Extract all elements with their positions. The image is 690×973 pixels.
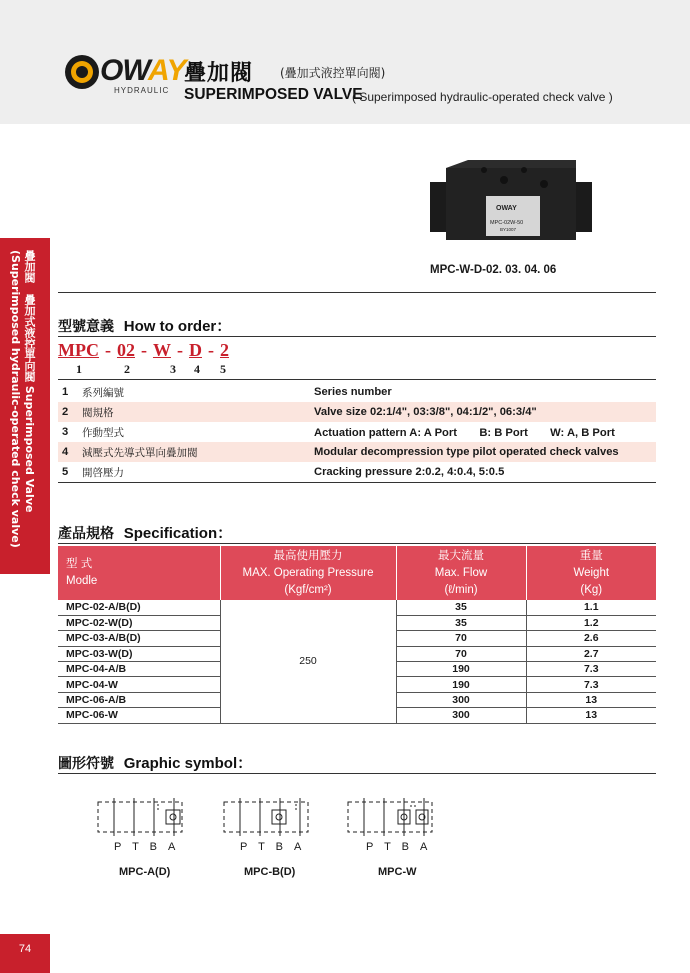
code-number: 2 (124, 362, 130, 376)
order-row: 2 閥規格 Valve size 02:1/4", 03:3/8", 04:1/2", 06:3/4" (58, 402, 656, 422)
specification-title: 產品規格 Specification： (58, 525, 233, 542)
code-seg-pattern: W (152, 340, 171, 360)
table-row: MPC-04-A/B 190 7.3 (58, 662, 656, 677)
side-tab-text: 疊加閥 疊加式液控單向閥 Superimposed Valve (Superimposed hydraulic-operated check valve) (9, 250, 36, 548)
port-letters: P T B A (240, 841, 302, 853)
spec-header-row (58, 546, 656, 600)
code-number: 4 (194, 362, 200, 376)
code-number: 3 (170, 362, 176, 376)
symbol-label: MPC-A(D) (119, 866, 171, 878)
code-seg-type: D (188, 340, 202, 360)
divider (58, 292, 656, 293)
symbol-label: MPC-W (378, 866, 417, 878)
col-header-pressure: 最高使用壓力 MAX. Operating Pressure (Kgf/cm²) (220, 546, 396, 600)
order-table (58, 382, 656, 482)
divider (58, 543, 656, 544)
port-letters: P T B A (366, 841, 428, 853)
product-label-line2: BY1007 (500, 227, 517, 232)
product-label-line1: MPC-02W-50 (490, 220, 524, 226)
logo-subtitle: HYDRAULIC (114, 86, 170, 95)
model-code: MPC - 02 - W - D - 2 (58, 340, 229, 360)
code-number: 5 (220, 362, 226, 376)
order-row: 3 作動型式 Actuation pattern A: A Port B: B Port W: A, B Port (62, 426, 615, 439)
side-tab (0, 238, 50, 574)
table-row: MPC-06-A/B 300 13 (58, 692, 656, 707)
code-number: 1 (76, 362, 82, 376)
spec-table (58, 546, 656, 724)
symbol-mpc-b-diagram (222, 798, 312, 836)
col-header-weight: 重量 Weight (Kg) (526, 546, 656, 600)
order-row: 4 減壓式先導式單向疊加閥 Modular decompression type pilot operated check valves (58, 442, 656, 462)
table-row: MPC-04-W 190 7.3 (58, 677, 656, 692)
page-number: 74 (0, 934, 50, 973)
table-row: MPC-02-A/B(D) 250 35 1.1 (58, 600, 656, 615)
order-row: 5 開啓壓力 Cracking pressure 2:0.2, 4:0.4, 5:0.5 (62, 466, 505, 479)
page-subtitle-en: ( Superimposed hydraulic-operated check valve ) (352, 90, 613, 104)
divider (58, 482, 656, 483)
table-row: MPC-03-W(D) 70 2.7 (58, 646, 656, 661)
divider (58, 773, 656, 774)
header-band (0, 0, 690, 124)
graphic-symbol-title: 圖形符號 Graphic symbol： (58, 755, 253, 772)
symbol-mpc-w-diagram (346, 798, 436, 836)
table-row: MPC-06-W 300 13 (58, 708, 656, 723)
logo-wordmark: OWAY (100, 54, 186, 87)
how-to-order-title: 型號意義 How to order： (58, 318, 232, 335)
col-header-model: 型 式 Modle (58, 546, 220, 600)
page-title-cn: 疊加閥 (184, 61, 254, 86)
divider (58, 379, 656, 380)
table-row: MPC-03-A/B(D) 70 2.6 (58, 631, 656, 646)
order-row: 1 系列編號 Series number (62, 386, 392, 399)
symbol-mpc-a-diagram (96, 798, 186, 836)
code-seg-series: MPC (58, 340, 99, 360)
symbol-label: MPC-B(D) (244, 866, 296, 878)
divider (58, 336, 656, 337)
product-image (424, 160, 598, 250)
page-title-en: SUPERIMPOSED VALVE (184, 86, 363, 103)
product-caption: MPC-W-D-02. 03. 04. 06 (430, 264, 557, 276)
page-subtitle-cn: (疊加式液控單向閥) (280, 66, 386, 80)
code-seg-size: 02 (116, 340, 135, 360)
logo-ring-icon (62, 52, 102, 92)
table-row: MPC-02-W(D) 35 1.2 (58, 615, 656, 630)
oway-logo (62, 52, 186, 98)
port-letters: P T B A (114, 841, 176, 853)
col-header-flow: 最大流量 Max. Flow (ℓ/min) (396, 546, 526, 600)
svg-text:OWAY: OWAY (496, 205, 517, 212)
pressure-cell: 250 (220, 600, 396, 723)
code-seg-pressure: 2 (219, 340, 229, 360)
